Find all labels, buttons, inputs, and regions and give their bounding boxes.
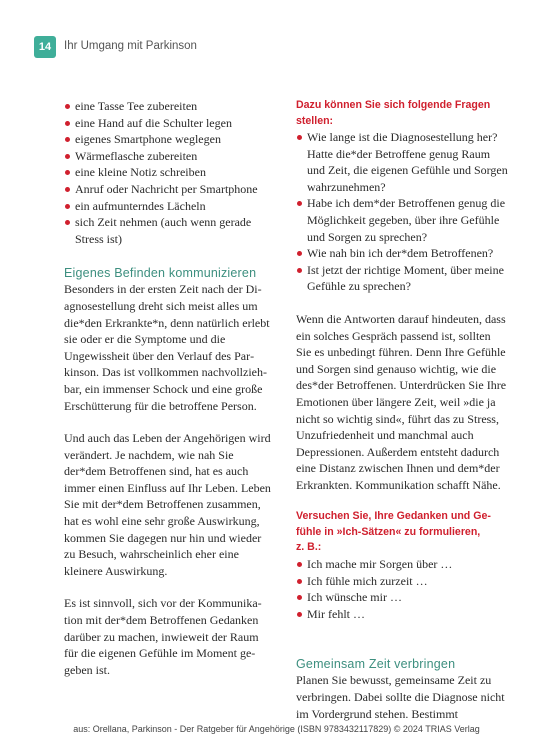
list-item: eine Hand auf die Schulter legen [64,115,274,132]
list-item: Ist jetzt der richtige Moment, über meine Gefühle zu sprechen? [296,262,508,295]
tip-intro: Versuchen Sie, Ihre Gedanken und Gefühle in »Ich-Sätzen« zu formulieren, z. B.: [296,510,491,554]
right-column [296,98,508,722]
paragraph: Wenn die Antworten darauf hindeuten, dass ein solches Gespräch passend ist, sollten Sie es unbedingt führen. Denn Ihre Gefühle und Sorgen sind genauso wichtig, wie die des*der Betroffenen. Unterdrücken Sie Ihre Emotionen über längere Zeit, weil »die ja nicht so wichtig sind«, führt das zu Stress, Unzufriedenheit und manchmal auch Depressionen. Außerdem entsteht dadurch eine Distanz zwischen Ihnen und dem*der Erkrankten. Kommunikation schafft Nähe. [296,311,507,492]
paragraph: Planen Sie bewusst, gemeinsame Zeit zu verbringen. Dabei sollte die Diagnose nicht im Vordergrund stehen. Bestimmt [296,673,505,721]
list-item: Wie lange ist die Diagnosestellung her? Hatte die*der Betroffene genug Raum und Zeit, die eigenen Gefühle und Sorgen wahrzunehmen? [296,129,508,195]
list-item: eine kleine Notiz schreiben [64,164,274,181]
list-item: eigenes Smartphone weglegen [64,131,274,148]
list-item: Ich wünsche mir … [296,589,508,606]
list-item: Ich fühle mich zurzeit … [296,573,508,590]
paragraph: Und auch das Leben der Angehörigen wird verändert. Je nachdem, wie nah Sie der*dem Betroffenen sind, hat es auch immer einen Einfluss auf Ihr Leben. Leben Sie mit der*dem Betroffenen zusammen, hat es wohl eine sehr große Auswirkung, kommen Sie dagegen nur hin und wieder zu Besuch, wahrscheinlich eher eine kleinere Auswirkung. [64,431,271,578]
questions-intro: Dazu können Sie sich folgende Fragen stellen: [296,99,491,127]
activity-list [64,98,274,247]
footer-citation: aus: Orellana, Parkinson - Der Ratgeber für Angehörige (ISBN 9783432117829) © 2024 TRIAS Verlag [73,724,480,734]
page-number-badge: 14 [34,36,56,58]
list-item: ein aufmunterndes Lächeln [64,198,274,215]
list-item: Wärmeflasche zubereiten [64,148,274,165]
running-title: Ihr Umgang mit Parkinson [64,40,197,52]
list-item: Mir fehlt … [296,606,508,623]
paragraph: Besonders in der ersten Zeit nach der Diagnosestellung dreht sich meist alles um die*den Erkrankte*n, denn natürlich erlebt sie oder er die Symptome und die Ungewissheit über den Verlauf des Parkinson. Das ist vollkommen nachvollziehbar, ein immenser Schock und eine große Erschütterung für die betroffene Person. [64,282,270,413]
section-heading-communication: Eigenes Befinden kommunizieren [64,266,257,281]
question-list [296,129,508,295]
paragraph: Es ist sinnvoll, sich vor der Kommunikation mit der*dem Betroffenen Gedanken darüber zu machen, inwieweit der Raum für die eigenen Gefühle im Moment gegeben ist. [64,596,262,677]
section-heading-time-together: Gemeinsam Zeit verbringen [296,657,456,672]
list-item: Anruf oder Nachricht per Smartphone [64,181,274,198]
example-list [296,556,508,622]
list-item: Wie nah bin ich der*dem Betroffenen? [296,245,508,262]
list-item: eine Tasse Tee zubereiten [64,98,274,115]
left-column [64,98,274,678]
list-item: Ich mache mir Sorgen über … [296,556,508,573]
list-item: sich Zeit nehmen (auch wenn gerade Stress ist) [64,214,274,247]
list-item: Habe ich dem*der Betroffenen genug die Möglichkeit gegeben, über ihre Gefühle und Sorgen zu sprechen? [296,195,508,245]
